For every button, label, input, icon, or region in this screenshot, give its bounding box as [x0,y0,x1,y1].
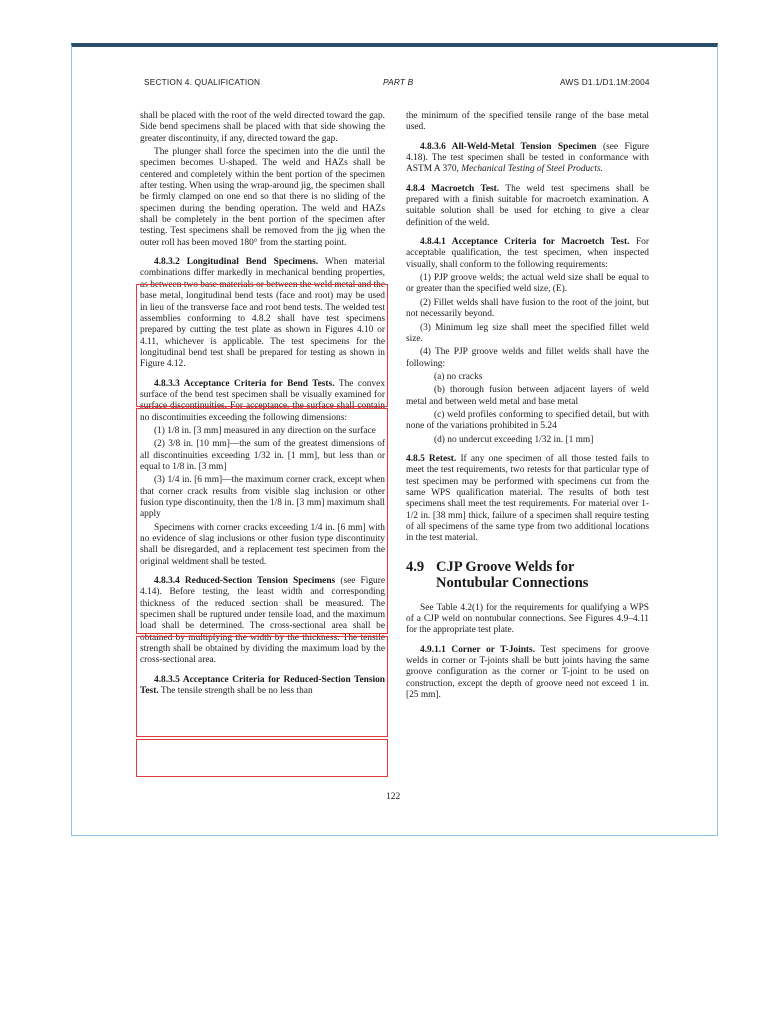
requirement-item: (2) Fillet welds shall have fusion to the root of the joint, but not necessarily beyond. [406,297,649,320]
requirement-subitem: (b) thorough fusion between adjacent layers of weld metal and between weld metal and base metal [406,385,649,407]
section-body: The tensile strength shall be no less than [158,686,313,697]
requirement-subitem: (d) no undercut exceeding 1/32 in. [1 mm] [434,434,594,445]
requirement-item: (4) The PJP groove welds and fillet welds shall have the following: [406,347,649,369]
header-standard: AWS D1.1/D1.1M:2004 [560,77,650,87]
paragraph: the minimum of the specified tensile range of the base metal used. [406,111,649,133]
section-heading: 4.9.1.1 Corner or T-Joints. [420,644,536,655]
criterion-item: (3) 1/4 in. [6 mm]—the maximum corner crack, except when that corner crack results from visible slag inclusion or other fusion type discontinuity, then the 1/8 in. [3 mm] maximum shall apply [140,475,385,520]
section-4-9-heading [406,559,649,591]
paragraph: See Table 4.2(1) for the requirements for qualifying a WPS of a CJP weld on nontubular connections. See Figures 4.9–4.11 for the appropriate test plate. [406,602,649,636]
section-body: (see Figure 4.18). The test specimen shall be tested in conformance with ASTM A 370, [406,141,649,175]
section-body: The weld test specimens shall be prepared with a finish suitable for macroetch examination. A suitable solution shall be used for etching to give a clear definition of the weld. [406,183,650,228]
paragraph: shall be placed with the root of the weld directed toward the gap. Side bend specimens shall be placed with that side showing the greater discontinuity, if any, directed toward the gap. [140,111,385,144]
section-heading: 4.8.3.2 Longitudinal Bend Specimens. [154,257,319,268]
requirement-item: (3) Minimum leg size shall meet the specified fillet weld size. [406,322,649,344]
section-4-8-5 [406,454,649,545]
section-heading: 4.8.3.4 Reduced-Section Tension Specimens [154,576,336,587]
section-body: (see Figure 4.14). Before testing, the least width and corresponding thickness of the reduced section shall be measured. The specimen shall be ruptured under tensile load, and the maximum load shall be determined. The cross-sectional area shall be obtained by multiplying the width by the thickness. The tensile strength shall be obtained by dividing the maximum load by the cross-sectional area. [140,576,385,666]
criterion-note: Specimens with corner cracks exceeding 1/4 in. [6 mm] with no evidence of slag inclusions or other fusion type discontinuity shall be disregarded, and a replacement test specimen from the original weldment shall be tested. [140,522,385,567]
section-4-8-3-4 [140,576,385,667]
section-heading: 4.8.3.6 All-Weld-Metal Tension Specimen [420,141,597,152]
section-heading: 4.8.3.3 Acceptance Criteria for Bend Tests. [154,378,335,389]
section-4-8-4-1 [406,237,649,271]
header-part: PART B [383,77,414,87]
heading-line: CJP Groove Welds for [436,558,575,575]
heading-number: 4.9 [406,558,425,575]
section-heading: 4.8.4.1 Acceptance Criteria for Macroetch Test. [420,237,630,248]
criterion-item: (2) 3/8 in. [10 mm]—the sum of the greatest dimensions of all discontinuities exceeding 1/32 in. [1 mm], but less than or equal to 1/8 in. [3 mm] [140,439,385,472]
heading-line: Nontubular Connections [436,574,589,591]
requirement-item: (1) PJP groove welds; the actual weld size shall be equal to or greater than the specified weld size, (E). [406,273,649,295]
section-heading: 4.8.3.5 Acceptance Criteria for Reduced-Section Tension Test. [140,674,385,697]
section-4-8-3-5 [140,675,385,698]
standard-title: Mechanical Testing of Steel Products. [461,164,603,175]
section-heading: 4.8.5 Retest. [406,453,457,464]
criterion-item: (1) 1/8 in. [3 mm] measured in any direction on the surface [154,425,376,436]
section-body: If any one specimen of all those tested fails to meet the test requirements, two retests for that particular type of test specimen may be performed with specimens cut from the same WPS qualification material. The results of both test specimens shall meet the test requirements. For material over 1-1/2 in. [38 mm] thick, failure of a specimen shall require testing of all specimens of the same type from two additional locations in the test material. [406,453,649,544]
left-column [140,111,385,700]
requirement-subitem: (a) no cracks [434,371,483,382]
section-body: For acceptable qualification, the test specimen, when inspected visually, shall conform to the following requirements: [406,237,649,270]
section-heading: 4.8.4 Macroetch Test. [406,183,500,194]
section-4-8-3-3 [140,379,385,424]
section-body: When material combinations differ markedly in mechanical bending properties, as between two base materials or between the weld metal and the base metal, longitudinal bend tests (face and root) may be used in lieu of the transverse face and root bend tests. The welded test assemblies conforming to 4.8.2 shall have test specimens prepared by cutting the test plate as shown in Figures 4.10 or 4.11, whichever is applicable. The test specimens for the longitudinal bend test shall be prepared for testing as shown in Figure 4.12. [140,257,385,370]
section-4-8-3-6 [406,142,649,176]
section-body: The convex surface of the bend test specimen shall be visually examined for surface discontinuities. For acceptance, the surface shall contain no discontinuities exceeding the following dimensions: [140,378,386,423]
section-4-8-4 [406,184,649,229]
section-4-9-1-1 [406,645,649,702]
right-column [406,111,649,703]
header-section: SECTION 4. QUALIFICATION [144,77,261,87]
requirement-subitem: (c) weld profiles conforming to specified detail, but with none of the variations prohibited in 5.24 [406,409,649,432]
section-4-8-3-2 [140,257,385,370]
paragraph: The plunger shall force the specimen into the die until the specimen becomes U-shaped. The weld and HAZs shall be centered and completely within the bent portion of the specimen after testing. When using the wrap-around jig, the specimen shall be firmly clamped on one end so that there is no sliding of the specimen during the bending operation. The weld and HAZs shall be completely in the bent portion of the specimen after testing. Test specimens shall be removed from the jig when the outer roll has been moved 180° from the starting point. [140,147,385,248]
page-number: 122 [386,792,401,802]
section-body: Test specimens for groove welds in corner or T-joints shall be butt joints having the same groove configuration as the corner or T-joint to be used on construction, except the depth of groove need not exceed 1 in. [25 mm]. [406,644,649,701]
